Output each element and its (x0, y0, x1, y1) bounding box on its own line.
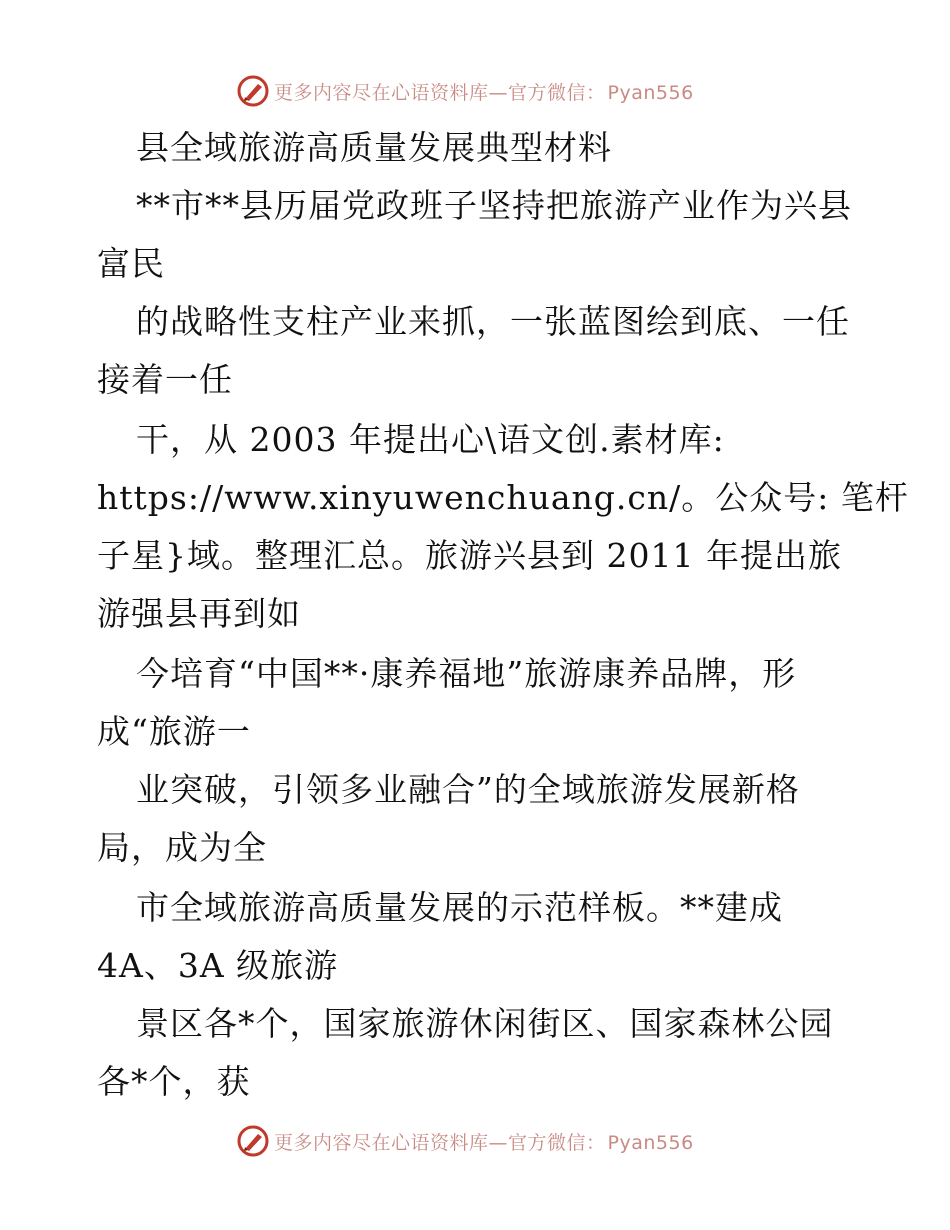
document-line: 的战略性支柱产业来抓，一张蓝图绘到底、一任 (136, 302, 850, 341)
header-watermark-banner (236, 74, 694, 108)
watermark-text: 更多内容尽在心语资料库—官方微信： Pyan556 (274, 1131, 694, 1154)
document-line: 游强县再到如 (97, 594, 301, 633)
pen-logo-icon (236, 74, 270, 108)
document-line: **市**县历届党政班子坚持把旅游产业作为兴县 (136, 186, 852, 225)
document-line: 局，成为全 (97, 828, 267, 867)
document-line: 市全域旅游高质量发展的示范样板。**建成 (136, 888, 783, 927)
document-line: 景区各*个，国家旅游休闲街区、国家森林公园 (136, 1004, 834, 1043)
document-line: 各*个，获 (97, 1062, 251, 1101)
document-line: 接着一任 (97, 360, 233, 399)
document-title: 县全域旅游高质量发展典型材料 (136, 128, 612, 167)
document-line: https://www.xinyuwenchuang.cn/。公众号: 笔杆 (97, 478, 909, 517)
pen-logo-icon (236, 1124, 270, 1158)
document-line: 干，从 2003 年提出心\语文创.素材库: (136, 420, 725, 459)
document-line: 今培育“中国**·康养福地”旅游康养品牌，形 (136, 654, 797, 693)
document-line: 4A、3A 级旅游 (97, 946, 339, 985)
document-line: 富民 (97, 244, 165, 283)
watermark-text: 更多内容尽在心语资料库—官方微信： Pyan556 (274, 81, 694, 104)
document-line: 子星}域。整理汇总。旅游兴县到 2011 年提出旅 (97, 536, 842, 575)
document-line: 业突破，引领多业融合”的全域旅游发展新格 (136, 770, 800, 809)
footer-watermark-banner (236, 1124, 694, 1158)
document-line: 成“旅游一 (97, 712, 251, 751)
